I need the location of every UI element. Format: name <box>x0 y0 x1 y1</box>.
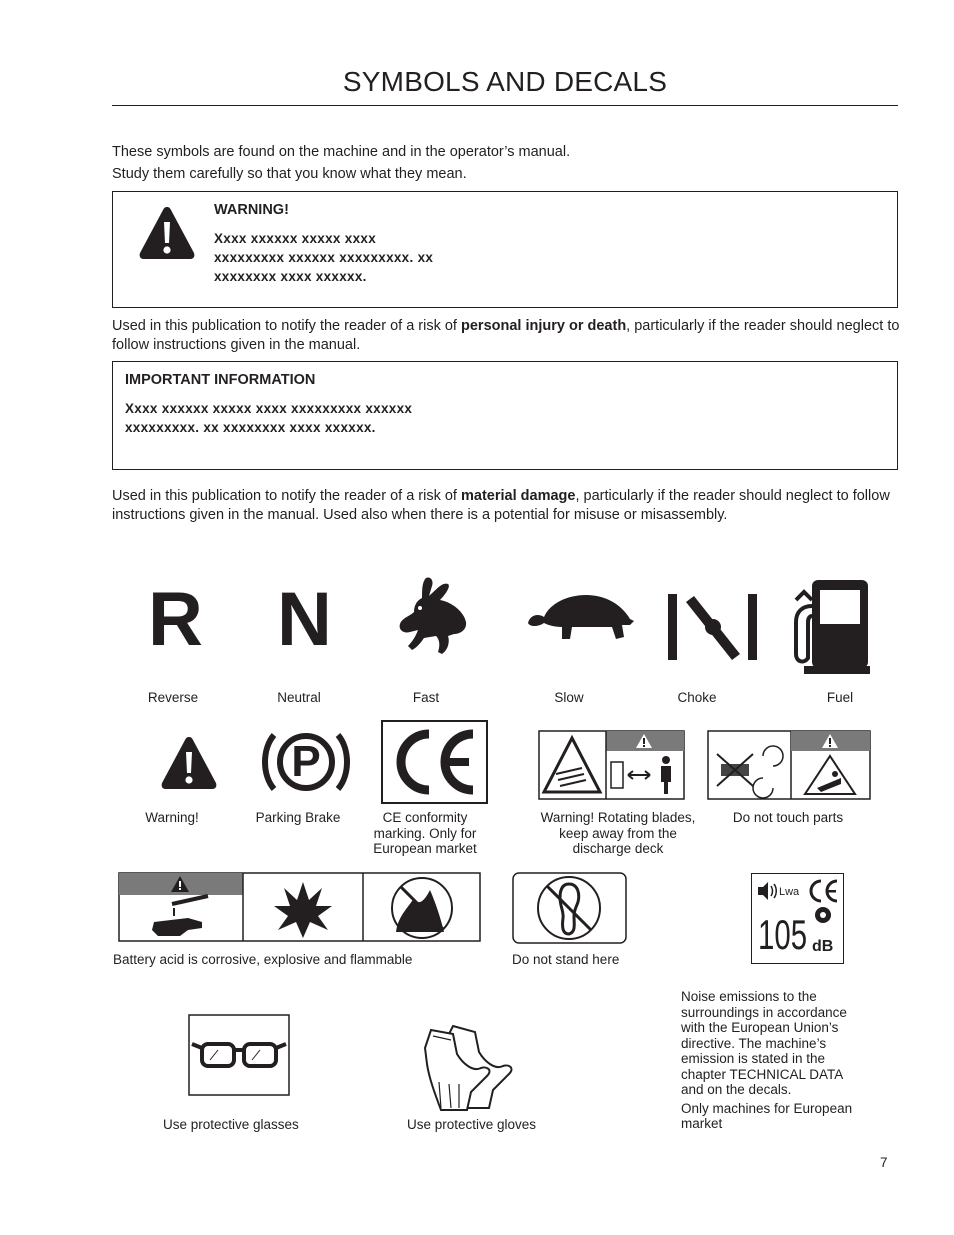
battery-decal-icon <box>118 872 481 942</box>
rabbit-icon <box>396 574 468 656</box>
glasses-label: Use protective glasses <box>163 1117 299 1132</box>
ear-protection-icon <box>814 906 832 924</box>
important-desc-text: Used in this publication to notify the reader of a risk of <box>112 488 461 504</box>
reverse-label: Reverse <box>147 690 199 705</box>
important-line: Xxxx xxxxxx xxxxx xxxx xxxxxxxxx xxxxxx <box>125 401 413 416</box>
noise-desc-line: surroundings in accordance <box>681 1004 847 1020</box>
fast-label: Fast <box>412 690 440 705</box>
warning-line: Xxxx xxxxxx xxxxx xxxx <box>214 231 377 246</box>
important-placeholder-text <box>125 399 412 437</box>
warning-desc-text: , particularly if the reader should neglect to follow instructions given in the manual. <box>112 318 900 353</box>
warning-icon <box>158 735 220 791</box>
parking-brake-label: Parking Brake <box>255 810 341 825</box>
warning-heading: WARNING! <box>214 202 289 218</box>
choke-icon <box>666 592 760 662</box>
ce-label-line: European market <box>373 841 477 856</box>
warning-box <box>112 191 898 308</box>
title-rule <box>112 105 898 106</box>
ce-mark-icon <box>381 720 488 804</box>
warning-line: xxxxxxxxx xxxxxx xxxxxxxxx. xx <box>214 250 434 265</box>
ce-label-line: marking. Only for <box>373 825 477 841</box>
protective-gloves-icon <box>423 1022 523 1112</box>
important-desc-text: , particularly if the reader should neglect to follow instructions given in the manual. Used also when there is a potential for misuse or misassembly. <box>112 488 890 523</box>
lwa-label: Lwa <box>779 886 800 898</box>
rotating-blades-decal-icon <box>538 730 685 800</box>
neutral-label: Neutral <box>277 690 321 705</box>
noise-desc-line: with the European Union’s <box>681 1020 839 1035</box>
noise-decal <box>751 873 844 964</box>
choke-label: Choke <box>677 690 717 705</box>
noise-desc-line: directive. The machine’s <box>681 1035 827 1051</box>
rotating-blades-label-line: discharge deck <box>572 841 664 856</box>
noise-desc-line: Noise emissions to the <box>681 989 817 1004</box>
page-number: 7 <box>880 1155 888 1170</box>
important-line: xxxxxxxxx. xx xxxxxxxx xxxx xxxxxx. <box>125 420 376 435</box>
speaker-icon <box>756 879 778 903</box>
warning-desc-text: Used in this publication to notify the reader of a risk of <box>112 318 461 334</box>
page-title: SYMBOLS AND DECALS <box>342 66 668 97</box>
warning-label: Warning! <box>145 810 199 825</box>
important-box <box>112 361 898 470</box>
noise-note-line: Only machines for European <box>681 1100 853 1116</box>
slow-label: Slow <box>554 690 584 705</box>
rotating-blades-label <box>523 810 713 857</box>
important-desc-bold: material damage <box>461 488 576 504</box>
reverse-icon: R <box>148 577 203 662</box>
noise-description <box>681 989 852 1132</box>
ce-small-icon <box>807 878 839 904</box>
do-not-touch-decal-icon <box>707 730 871 800</box>
noise-desc-line: chapter TECHNICAL DATA <box>681 1066 844 1082</box>
noise-desc-line: and on the decals. <box>681 1082 792 1097</box>
rotating-blades-label-line: keep away from the <box>559 825 677 841</box>
warning-placeholder-text <box>214 229 433 286</box>
noise-value: 105 <box>758 911 808 958</box>
intro-line-2: Study them carefully so that you know what they mean. <box>112 166 467 182</box>
do-not-touch-label: Do not touch parts <box>732 810 844 825</box>
protective-glasses-icon <box>188 1014 290 1096</box>
neutral-icon: N <box>277 577 332 662</box>
ce-label <box>356 810 494 857</box>
parking-brake-icon <box>260 727 352 797</box>
do-not-stand-icon <box>512 872 627 944</box>
parking-brake-letter: P <box>291 737 321 786</box>
battery-label: Battery acid is corrosive, explosive and flammable <box>113 952 413 967</box>
rotating-blades-label-line: Warning! Rotating blades, <box>540 810 696 825</box>
warning-triangle-icon <box>137 205 197 261</box>
do-not-stand-label: Do not stand here <box>512 952 620 967</box>
intro-line-1: These symbols are found on the machine and in the operator’s manual. <box>112 144 571 160</box>
important-description <box>112 487 902 525</box>
warning-line: xxxxxxxx xxxx xxxxxx. <box>214 269 367 284</box>
noise-unit: dB <box>812 938 834 955</box>
warning-description <box>112 317 902 355</box>
ce-label-line: CE conformity <box>382 810 468 825</box>
noise-desc-line: emission is stated in the <box>681 1051 826 1066</box>
noise-note-line: market <box>681 1116 723 1131</box>
gloves-label: Use protective gloves <box>407 1117 537 1132</box>
important-heading: IMPORTANT INFORMATION <box>125 372 316 388</box>
fuel-label: Fuel <box>826 690 854 705</box>
turtle-icon <box>526 593 636 645</box>
fuel-pump-icon <box>790 578 872 676</box>
warning-desc-bold: personal injury or death <box>461 318 627 334</box>
